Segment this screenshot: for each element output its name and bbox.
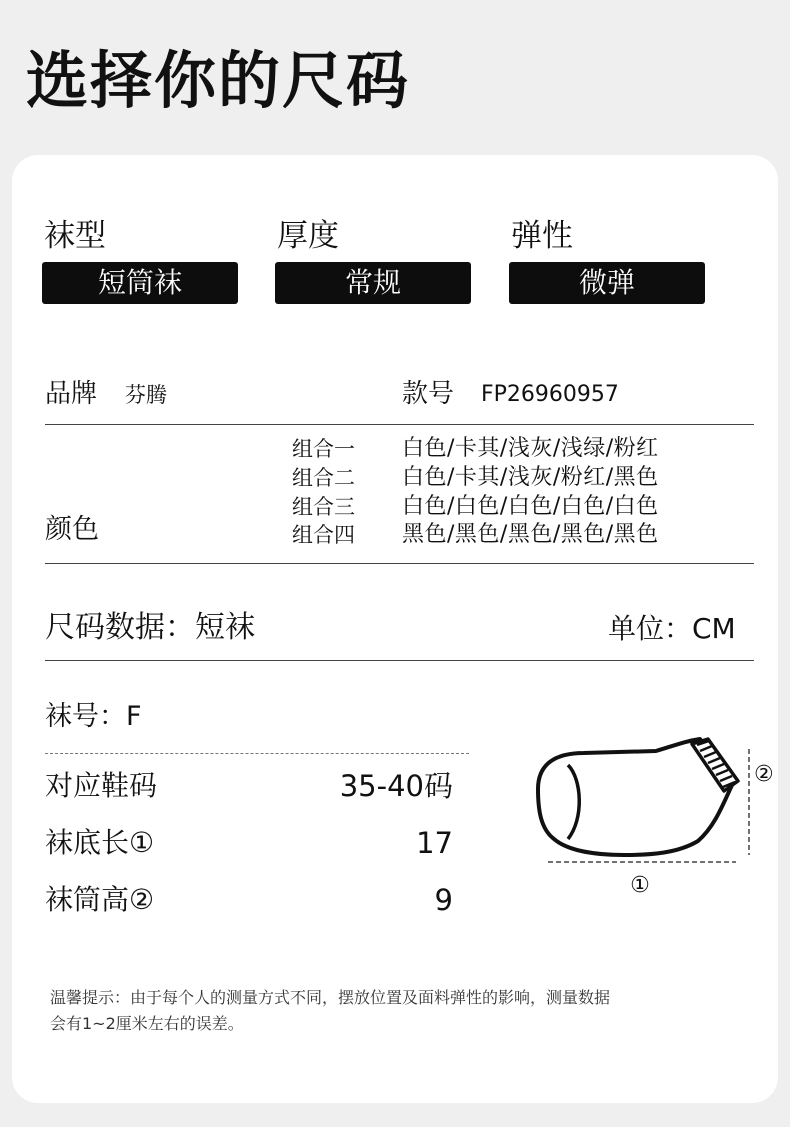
sock-number: 袜号：F (45, 701, 142, 732)
combo-name: 组合四 (292, 523, 355, 547)
attribute-label: 弹性 (511, 218, 573, 254)
attribute-thickness (275, 218, 471, 304)
attribute-label: 袜型 (44, 218, 106, 254)
divider (45, 424, 754, 425)
attribute-tag: 微弹 (509, 262, 705, 304)
attribute-tag: 短筒袜 (42, 262, 238, 304)
combo-colors: 白色/卡其/浅灰/粉红/黑色 (402, 465, 659, 490)
warm-tip-line: 温馨提示：由于每个人的测量方式不同，摆放位置及面料弹性的影响，测量数据 (50, 988, 611, 1007)
attribute-sock-type (42, 218, 238, 304)
divider (45, 563, 754, 564)
brand-label: 品牌 (45, 379, 98, 409)
attribute-label: 厚度 (277, 218, 339, 254)
dashed-divider (45, 753, 469, 754)
spec-value: 35-40码 (339, 769, 453, 803)
combo-colors: 黑色/黑色/黑色/黑色/黑色 (402, 522, 659, 547)
attribute-tag: 常规 (275, 262, 471, 304)
size-data-title: 尺码数据：短袜 (45, 610, 255, 645)
size-guide-card (12, 155, 778, 1103)
sock-diagram (528, 737, 774, 898)
combo-name: 组合一 (292, 437, 355, 461)
warm-tip (50, 985, 610, 1037)
spec-label: 袜筒高② (45, 883, 155, 916)
model-label: 款号 (402, 379, 455, 409)
spec-value: 17 (416, 826, 453, 860)
model-value: FP26960957 (481, 382, 619, 407)
unit-label: 单位：CM (608, 612, 736, 645)
length-marker-label: ① (630, 873, 650, 898)
combo-name: 组合三 (292, 495, 355, 519)
brand-value: 芬腾 (125, 383, 167, 407)
combo-name: 组合二 (292, 466, 355, 490)
color-label: 颜色 (45, 514, 99, 545)
attribute-elasticity (509, 218, 705, 304)
height-marker-label: ② (754, 762, 774, 787)
spec-label: 对应鞋码 (45, 769, 158, 802)
warm-tip-line: 会有1~2厘米左右的误差。 (50, 1014, 244, 1033)
spec-label: 袜底长① (45, 826, 155, 859)
page-title: 选择你的尺码 (26, 44, 411, 117)
combo-colors: 白色/卡其/浅灰/浅绿/粉红 (402, 436, 659, 461)
spec-value: 9 (434, 883, 453, 917)
divider (45, 660, 754, 661)
combo-colors: 白色/白色/白色/白色/白色 (402, 494, 659, 519)
